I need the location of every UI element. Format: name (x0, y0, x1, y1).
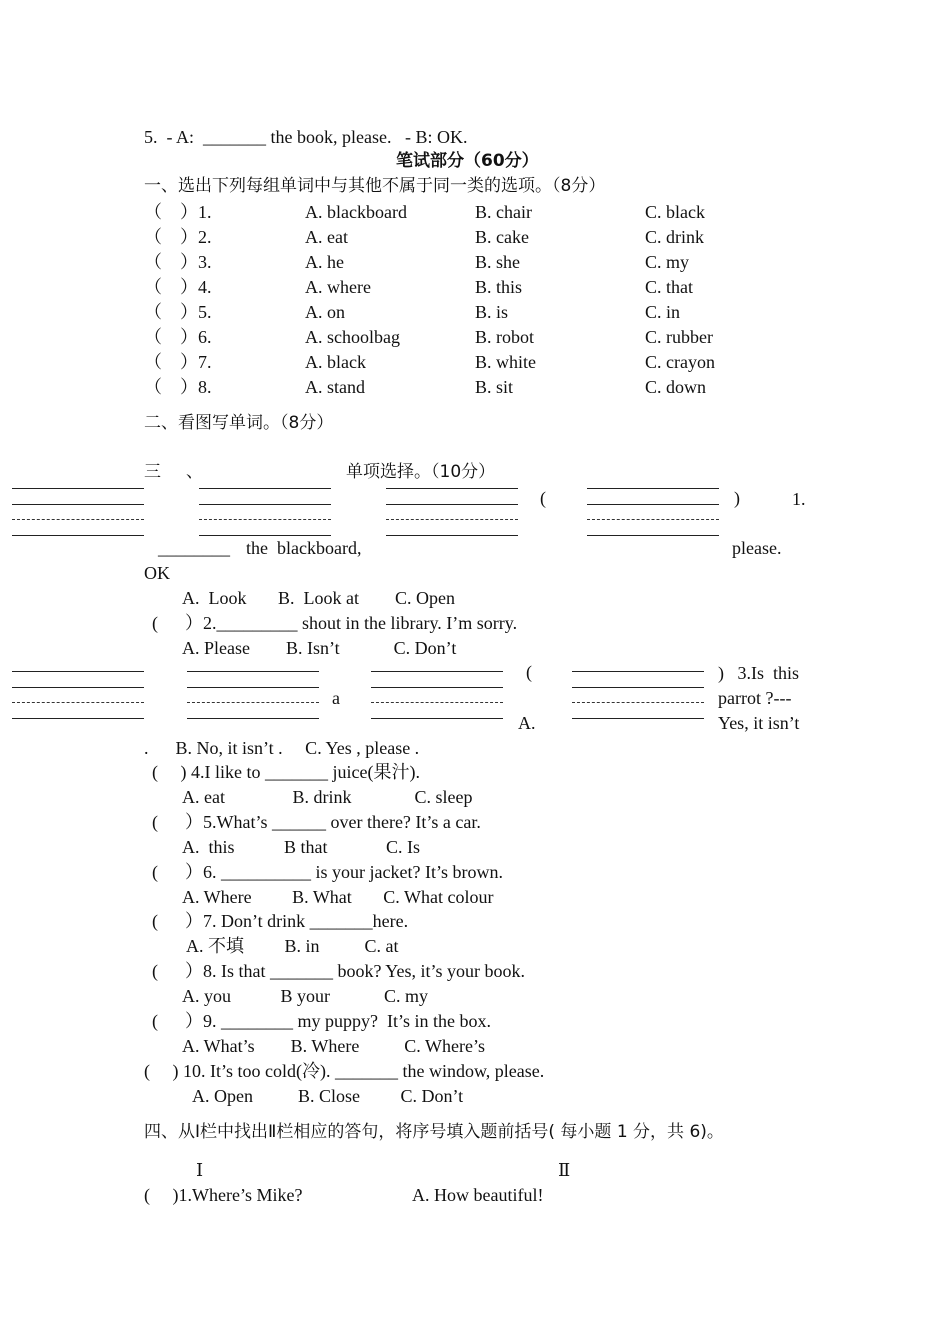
writing-line (386, 535, 518, 536)
writing-line (587, 488, 719, 489)
listening-item-5: 5. - A: _______ the book, please. - B: OK. (144, 127, 468, 147)
written-section-title: 笔试部分（60分） (396, 151, 539, 171)
section3-heading: 单项选择。（10分） (346, 462, 496, 482)
q5-options: A. this B that C. Is (182, 837, 421, 857)
s1-row4-option-b: B. this (475, 277, 523, 297)
s1-row7-option-b: B. white (475, 352, 536, 372)
q3-close-and-question: ) 3.Is this (718, 663, 799, 683)
q3-options-rest: . B. No, it isn’t . C. Yes , please . (144, 738, 420, 758)
s1-row8-option-c: C. down (645, 377, 707, 397)
q3-line3: Yes, it isn’t (718, 713, 800, 733)
q1-blank: ________ (158, 538, 230, 558)
s1-row5-option-a: A. on (305, 302, 345, 322)
writing-line (386, 504, 518, 505)
writing-line (12, 671, 144, 672)
section1-heading: 一、选出下列每组单词中与其他不属于同一类的选项。（8分） (144, 176, 606, 196)
section4-column2-label: Ⅱ (558, 1160, 571, 1180)
q8: ( ）8. Is that _______ book? Yes, it’s your book. (152, 961, 525, 981)
writing-line (572, 687, 704, 688)
section2-heading: 二、看图写单词。（8分） (144, 413, 334, 433)
writing-line (572, 671, 704, 672)
q10-options: A. Open B. Close C. Don’t (192, 1086, 464, 1106)
s1-row7-row-number: （ ）7. (144, 352, 212, 372)
q1-paren-close: ) (734, 488, 740, 508)
q8-options: A. you B your C. my (182, 986, 429, 1006)
s1-row8-row-number: （ ）8. (144, 377, 212, 397)
s1-row6-option-a: A. schoolbag (305, 327, 400, 347)
s1-row6-option-b: B. robot (475, 327, 535, 347)
q9-options: A. What’s B. Where C. Where’s (182, 1036, 485, 1056)
s1-row6-row-number: （ ）6. (144, 327, 212, 347)
s1-row2-option-c: C. drink (645, 227, 705, 247)
s1-row7-option-c: C. crayon (645, 352, 715, 372)
q7-options: A. 不填 B. in C. at (186, 936, 399, 956)
writing-line (371, 687, 503, 688)
s1-row5-option-b: B. is (475, 302, 509, 322)
section4-row1-question: ( )1.Where’s Mike? (144, 1185, 303, 1205)
s1-row7-option-a: A. black (305, 352, 366, 372)
q2-options: A. Please B. Isn’t C. Don’t (182, 638, 457, 658)
q3-paren-open: ( (526, 662, 532, 682)
section3-number: 三 (144, 462, 161, 482)
writing-line (12, 718, 144, 719)
writing-line (572, 702, 704, 703)
s1-row2-row-number: （ ）2. (144, 227, 212, 247)
writing-line (12, 488, 144, 489)
writing-line (12, 519, 144, 520)
writing-line (572, 718, 704, 719)
s1-row1-option-c: C. black (645, 202, 705, 222)
q1-please: please. (732, 538, 782, 558)
q1-number: 1. (792, 489, 806, 509)
writing-line (12, 504, 144, 505)
q1-ok: OK (144, 563, 170, 583)
writing-line (371, 671, 503, 672)
q1-paren-open: ( (540, 488, 546, 508)
s1-row8-option-a: A. stand (305, 377, 365, 397)
q7: ( ）7. Don’t drink _______here. (152, 911, 409, 931)
s1-row4-option-c: C. that (645, 277, 693, 297)
q3-line2: parrot ?--- (718, 688, 792, 708)
section4-column1-label: Ⅰ (196, 1160, 204, 1180)
writing-line (587, 519, 719, 520)
section4-row1-answer: A. How beautiful! (412, 1185, 544, 1205)
q3-article: a (332, 688, 340, 708)
writing-line (187, 702, 319, 703)
q1-words: the blackboard, (246, 538, 362, 558)
writing-line (386, 488, 518, 489)
s1-row2-option-a: A. eat (305, 227, 348, 247)
s1-row3-row-number: （ ）3. (144, 252, 212, 272)
writing-line (187, 687, 319, 688)
q2: ( ）2._________ shout in the library. I’m sorry. (152, 613, 518, 633)
writing-line (199, 488, 331, 489)
q6-options: A. Where B. What C. What colour (182, 887, 494, 907)
q6: ( ）6. __________ is your jacket? It’s brown. (152, 862, 503, 882)
section4-heading: 四、从Ⅰ栏中找出Ⅱ栏相应的答句，将序号填入题前括号( 每小题 1 分，共 6)。 (144, 1122, 724, 1142)
q3-option-a-label: A. (518, 713, 536, 733)
writing-line (12, 535, 144, 536)
writing-line (587, 504, 719, 505)
writing-line (199, 519, 331, 520)
q4-options: A. eat B. drink C. sleep (182, 787, 473, 807)
s1-row8-option-b: B. sit (475, 377, 514, 397)
writing-line (371, 702, 503, 703)
s1-row1-option-a: A. blackboard (305, 202, 407, 222)
writing-line (386, 519, 518, 520)
q9: ( ）9. ________ my puppy? It’s in the box. (152, 1011, 491, 1031)
s1-row1-row-number: （ ）1. (144, 202, 212, 222)
s1-row1-option-b: B. chair (475, 202, 532, 222)
writing-line (12, 702, 144, 703)
s1-row2-option-b: B. cake (475, 227, 529, 247)
writing-line (587, 535, 719, 536)
writing-line (199, 504, 331, 505)
writing-line (199, 535, 331, 536)
writing-line (187, 718, 319, 719)
section3-separator: 、 (186, 462, 203, 482)
s1-row5-option-c: C. in (645, 302, 681, 322)
q10: ( ) 10. It’s too cold(冷). _______ the window, please. (144, 1061, 545, 1081)
writing-line (371, 718, 503, 719)
writing-line (12, 687, 144, 688)
q5: ( ）5.What’s ______ over there? It’s a car. (152, 812, 481, 832)
s1-row3-option-b: B. she (475, 252, 520, 272)
s1-row6-option-c: C. rubber (645, 327, 713, 347)
s1-row4-option-a: A. where (305, 277, 371, 297)
s1-row3-option-c: C. my (645, 252, 690, 272)
q1-options: A. Look B. Look at C. Open (182, 588, 455, 608)
s1-row3-option-a: A. he (305, 252, 344, 272)
q4: ( ) 4.I like to _______ juice(果汁). (152, 762, 420, 782)
s1-row5-row-number: （ ）5. (144, 302, 212, 322)
writing-line (187, 671, 319, 672)
s1-row4-row-number: （ ）4. (144, 277, 212, 297)
